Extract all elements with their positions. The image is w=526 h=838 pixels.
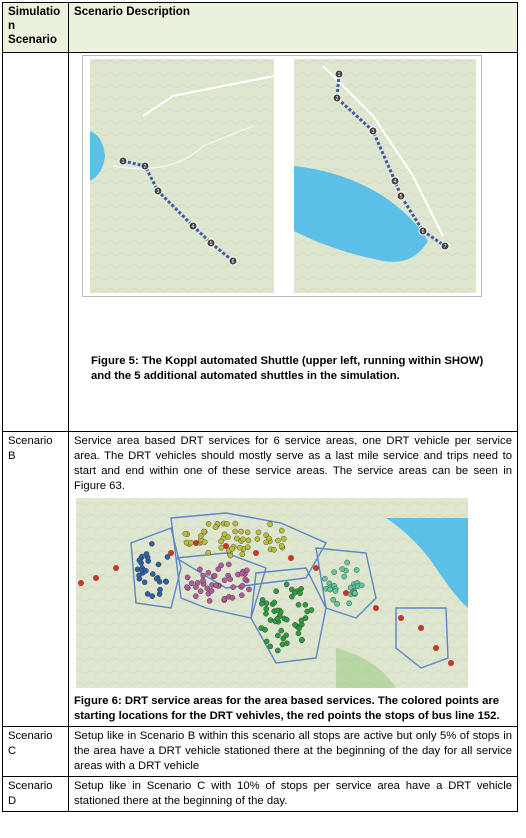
figure-6-map (76, 498, 468, 688)
bus-stop-point (223, 543, 229, 549)
drt-start-point (240, 537, 245, 542)
header-scenario-description: Scenario Description (69, 3, 518, 53)
drt-start-point (331, 597, 336, 602)
scenario-description-cell: Setup like in Scenario C with 10% of stops per service area have a DRT vehicle stationed there at the beginning of the day. (69, 777, 518, 812)
drt-start-point (239, 593, 244, 598)
drt-start-point (284, 617, 289, 622)
bus-stop-point (253, 550, 259, 556)
drt-start-point (233, 529, 238, 534)
left-stop-label: 6 (231, 259, 235, 265)
scenario-name-cell: Scenario D (3, 777, 69, 812)
drt-start-point (201, 529, 206, 534)
right-stop-label: 4 (393, 179, 397, 185)
scenario-name-cell: Scenario C (3, 727, 69, 777)
drt-start-point (340, 566, 345, 571)
drt-start-point (275, 648, 280, 653)
right-map (294, 59, 476, 293)
drt-start-point (296, 602, 301, 607)
drt-start-point (297, 626, 302, 631)
right-stop-label: 1 (337, 72, 341, 78)
bus-stop-point (398, 615, 404, 621)
drt-start-point (345, 560, 350, 565)
drt-start-point (240, 583, 245, 588)
drt-start-point (222, 578, 227, 583)
left-stop-label: 3 (156, 189, 160, 195)
scenario-table (2, 2, 518, 812)
bus-stop-point (343, 590, 349, 596)
table-header-row (3, 3, 518, 53)
right-stop-label: 3 (371, 129, 375, 135)
drt-start-point (243, 577, 248, 582)
drt-start-point (342, 574, 347, 579)
drt-start-point (263, 611, 268, 616)
scenario-b-description: Service area based DRT services for 6 service areas, one DRT vehicle per service area. The DRT vehicles should mostly serve as a last mile service and trips need to start and end within one of these service areas. The service areas can be seen in Figure 63. (74, 435, 512, 492)
drt-start-point (150, 571, 155, 576)
drt-start-point (188, 540, 193, 545)
drt-start-point (239, 529, 244, 534)
drt-start-point (303, 602, 308, 607)
bus-stop-point (418, 625, 424, 631)
koppl-shuttle-maps (83, 56, 481, 296)
drt-start-point (228, 577, 233, 582)
drt-start-point (354, 567, 359, 572)
drt-start-point (279, 543, 284, 548)
drt-start-point (212, 573, 217, 578)
drt-start-point (197, 567, 202, 572)
drt-start-point (255, 536, 260, 541)
drt-start-point (230, 546, 235, 551)
drt-start-point (347, 601, 352, 606)
table-row (3, 432, 518, 727)
scenario-name-cell (3, 53, 69, 432)
drt-start-point (137, 576, 142, 581)
bus-stop-point (168, 550, 174, 556)
drt-start-point (259, 601, 264, 606)
drt-start-point (145, 591, 150, 596)
drt-start-point (198, 589, 203, 594)
left-stop-label: 5 (209, 241, 213, 247)
bus-stop-point (433, 645, 439, 651)
drt-start-point (264, 540, 269, 545)
drt-start-point (275, 538, 280, 543)
drt-start-point (143, 568, 148, 573)
table-row (3, 53, 518, 432)
drt-start-point (209, 588, 214, 593)
drt-start-point (135, 567, 140, 572)
bus-stop-point (373, 605, 379, 611)
drt-start-point (198, 533, 203, 538)
figure-5-cell (69, 53, 518, 432)
drt-start-point (144, 551, 149, 556)
right-stop-label: 5 (399, 194, 403, 200)
drt-start-point (149, 541, 154, 546)
right-stop-label: 6 (421, 229, 425, 235)
drt-start-point (271, 547, 276, 552)
header-simulation-scenario (3, 3, 69, 53)
drt-start-point (299, 586, 304, 591)
table-row (3, 727, 518, 777)
drt-start-point (139, 560, 144, 565)
drt-start-point (268, 644, 273, 649)
drt-start-point (332, 570, 337, 575)
drt-start-point (183, 531, 188, 536)
drt-start-point (264, 639, 269, 644)
drt-start-point (222, 532, 227, 537)
left-stop-label: 4 (191, 224, 195, 230)
drt-start-point (268, 617, 273, 622)
drt-start-point (193, 594, 198, 599)
drt-start-point (256, 530, 261, 535)
drt-start-point (348, 585, 353, 590)
drt-start-point (150, 594, 155, 599)
drt-start-point (267, 522, 272, 527)
drt-start-point (185, 575, 190, 580)
bus-stop-point (93, 575, 99, 581)
drt-start-point (297, 591, 302, 596)
scenario-description-cell: Setup like in Scenario B within this scenario all stops are active but only 5% of stops in the area have a DRT vehicle stationed there at the beginning of the day for all service areas with a DRT vehicle (69, 727, 518, 777)
header-col1-line: Scenario (8, 33, 57, 46)
drt-start-point (281, 536, 286, 541)
left-map (90, 59, 274, 293)
drt-start-point (200, 578, 205, 583)
drt-start-point (334, 601, 339, 606)
scenario-description-cell (69, 432, 518, 727)
right-stop-label: 7 (443, 244, 447, 250)
drt-start-point (284, 633, 289, 638)
drt-start-point (352, 591, 357, 596)
figure-5-caption: Figure 5: The Koppl automated Shuttle (upper left, running within SHOW) and the 5 additional automated shuttles in the simulation. (91, 355, 484, 382)
drt-start-point (246, 538, 251, 543)
drt-start-point (245, 530, 250, 535)
drt-start-point (233, 521, 238, 526)
bus-stop-point (78, 580, 84, 586)
drt-start-point (328, 587, 333, 592)
drt-start-point (157, 587, 162, 592)
drt-start-point (207, 598, 212, 603)
figure-5-maps (82, 55, 482, 297)
drt-start-point (299, 637, 304, 642)
drt-start-point (213, 525, 218, 530)
drt-start-point (309, 607, 314, 612)
drt-start-point (245, 545, 250, 550)
drt-start-point (226, 562, 231, 567)
drt-start-point (218, 539, 223, 544)
drt-start-point (206, 570, 211, 575)
drt-start-point (240, 552, 245, 557)
left-stop-label: 2 (143, 164, 147, 170)
drt-start-point (222, 596, 227, 601)
header-col1-line: n (8, 19, 16, 32)
drt-start-point (202, 539, 207, 544)
drt-start-point (224, 521, 229, 526)
drt-start-point (284, 641, 289, 646)
drt-start-point (275, 616, 280, 621)
bus-stop-point (193, 540, 199, 546)
drt-start-point (206, 521, 211, 526)
drt-start-point (184, 585, 189, 590)
drt-start-point (216, 566, 221, 571)
drt-start-point (359, 583, 364, 588)
drt-start-point (279, 528, 284, 533)
drt-start-point (292, 590, 297, 595)
drt-start-point (239, 571, 244, 576)
drt-start-point (296, 631, 301, 636)
drt-start-point (154, 576, 159, 581)
bus-stop-point (288, 555, 294, 561)
drt-start-point (228, 553, 233, 558)
drt-start-point (272, 600, 277, 605)
bus-stop-point (113, 565, 119, 571)
drt-start-point (164, 579, 169, 584)
drt-start-point (201, 573, 206, 578)
bus-stop-point (313, 565, 319, 571)
drt-start-point (193, 584, 198, 589)
drt-service-areas-map (76, 498, 468, 688)
drt-start-point (284, 582, 289, 587)
right-stop-label: 2 (335, 96, 339, 102)
drt-start-point (299, 618, 304, 623)
drt-start-point (279, 628, 284, 633)
drt-start-point (142, 580, 147, 585)
drt-start-point (206, 550, 211, 555)
drt-start-point (263, 627, 268, 632)
drt-start-point (156, 562, 161, 567)
drt-start-point (244, 568, 249, 573)
drt-start-point (275, 608, 280, 613)
header-col1-line: Simulatio (8, 5, 61, 18)
drt-start-point (274, 589, 279, 594)
table-row (3, 777, 518, 812)
drt-start-point (231, 585, 236, 590)
drt-start-point (333, 588, 338, 593)
drt-start-point (230, 595, 235, 600)
bus-stop-point (448, 660, 454, 666)
drt-start-point (237, 545, 242, 550)
drt-start-point (139, 554, 144, 559)
drt-start-point (264, 606, 269, 611)
drt-start-point (214, 583, 219, 588)
scenario-name-cell: Scenario B (3, 432, 69, 727)
drt-start-point (234, 536, 239, 541)
drt-start-point (189, 581, 194, 586)
left-stop-label: 1 (121, 159, 125, 165)
drt-start-point (246, 587, 251, 592)
drt-start-point (264, 601, 269, 606)
figure-6-caption: Figure 6: DRT service areas for the area based services. The colored points are starting locations for the DRT vehivles, the red points the stops of bus line 152. (74, 695, 500, 722)
drt-start-point (322, 576, 327, 581)
drt-start-point (275, 633, 280, 638)
